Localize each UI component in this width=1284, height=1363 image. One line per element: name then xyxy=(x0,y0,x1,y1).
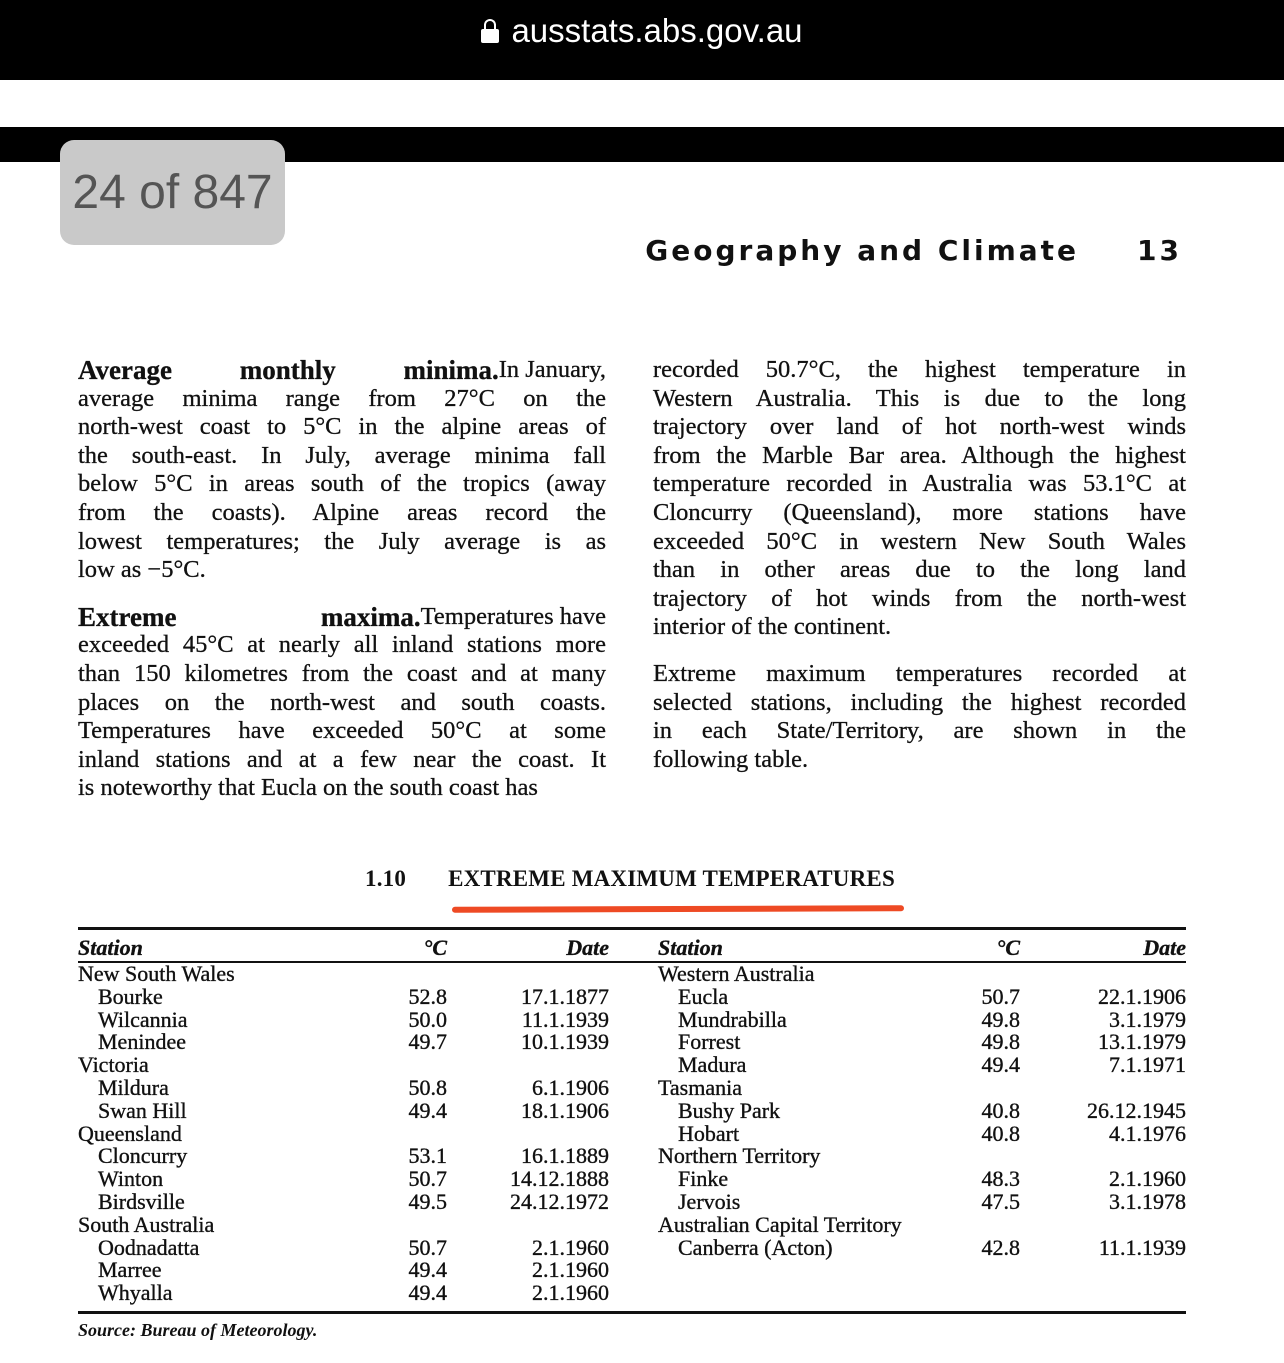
record-date: 13.1.1979 xyxy=(1098,1029,1186,1055)
text-line: trajectory of hot winds from the north-west xyxy=(653,584,1186,612)
record-date: 16.1.1889 xyxy=(521,1143,609,1169)
record-date: 26.12.1945 xyxy=(1087,1097,1186,1123)
region-row xyxy=(78,963,609,986)
table-row xyxy=(658,1009,1186,1032)
browser-address-bar xyxy=(0,0,1284,80)
station-name: Menindee xyxy=(98,1029,186,1055)
station-name: Wilcannia xyxy=(98,1006,188,1032)
temperature-value: 42.8 xyxy=(981,1234,1020,1260)
paragraph xyxy=(653,356,1186,642)
temperature-value: 49.4 xyxy=(981,1052,1020,1078)
region-name: Tasmania xyxy=(658,1074,742,1100)
temperature-value: 40.8 xyxy=(981,1120,1020,1146)
left-text-column xyxy=(78,356,606,821)
station-name: Canberra (Acton) xyxy=(678,1234,833,1260)
record-date: 11.1.1939 xyxy=(521,1006,609,1032)
temp-header: °C xyxy=(423,934,447,960)
running-head xyxy=(645,234,1182,267)
record-date: 3.1.1979 xyxy=(1109,1006,1186,1032)
station-name: Marree xyxy=(98,1257,162,1283)
table-row xyxy=(78,1009,609,1032)
url-display[interactable] xyxy=(0,12,1284,50)
running-head-title: Geography and Climate xyxy=(645,234,1080,267)
station-header: Station xyxy=(658,934,723,960)
paragraph-heading: Extreme maxima. xyxy=(78,601,421,632)
station-name: Finke xyxy=(678,1166,729,1192)
record-date: 18.1.1906 xyxy=(521,1097,609,1123)
text-line: inland stations and at a few near the coast. It xyxy=(78,745,606,773)
record-date: 2.1.1960 xyxy=(1109,1166,1186,1192)
temp-header: °C xyxy=(996,934,1020,960)
record-date: 4.1.1976 xyxy=(1109,1120,1186,1146)
temperature-value: 40.8 xyxy=(981,1097,1020,1123)
table-row xyxy=(78,1168,609,1191)
table-source-note: Source: Bureau of Meteorology. xyxy=(78,1320,318,1340)
table-row xyxy=(658,1031,1186,1054)
record-date: 10.1.1939 xyxy=(521,1029,609,1055)
text-run: In January, xyxy=(498,356,606,383)
record-date: 17.1.1877 xyxy=(521,983,609,1009)
record-date: 3.1.1978 xyxy=(1109,1188,1186,1214)
right-text-column xyxy=(653,356,1186,792)
station-header: Station xyxy=(78,934,143,960)
text-line: recorded 50.7°C, the highest temperature in xyxy=(653,356,1186,383)
table-caption xyxy=(365,866,895,892)
temperature-value: 52.8 xyxy=(408,983,447,1009)
temperature-value: 50.7 xyxy=(981,983,1020,1009)
station-name: Mildura xyxy=(98,1074,169,1100)
table-row xyxy=(658,986,1186,1009)
text-line: below 5°C in areas south of the tropics (away xyxy=(78,470,606,498)
region-name: Queensland xyxy=(78,1120,182,1146)
region-row xyxy=(78,1123,609,1146)
table-row xyxy=(78,1077,609,1100)
table-row xyxy=(658,1100,1186,1123)
station-name: Oodnadatta xyxy=(98,1234,200,1260)
table-row xyxy=(658,1237,1186,1260)
station-name: Forrest xyxy=(678,1029,741,1055)
record-date: 6.1.1906 xyxy=(532,1074,609,1100)
text-line: interior of the continent. xyxy=(653,613,892,641)
text-line: places on the north-west and south coasts. xyxy=(78,688,606,716)
url-text: ausstats.abs.gov.au xyxy=(511,12,803,49)
text-line: exceeded 50°C in western New South Wales xyxy=(653,527,1186,555)
text-line: the south-east. In July, average minima fall xyxy=(78,441,606,469)
text-line: exceeded 45°C at nearly all inland stations more xyxy=(78,631,606,659)
page-number: 13 xyxy=(1137,234,1182,267)
region-name: Victoria xyxy=(78,1052,149,1078)
region-row xyxy=(78,1214,609,1237)
station-name: Hobart xyxy=(678,1120,740,1146)
paragraph-heading: Average monthly minima. xyxy=(78,355,499,385)
record-date: 2.1.1960 xyxy=(532,1257,609,1283)
table-row xyxy=(78,1282,609,1305)
temperature-value: 48.3 xyxy=(981,1166,1020,1192)
table-row xyxy=(658,1054,1186,1077)
text-line: lowest temperatures; the July average is as xyxy=(78,527,606,555)
region-row xyxy=(658,963,1186,986)
text-line: selected stations, including the highest recorded xyxy=(653,688,1186,716)
region-name: Northern Territory xyxy=(658,1143,821,1169)
text-line: in each State/Territory, are shown in the xyxy=(653,717,1186,745)
text-line: Temperatures have exceeded 50°C at some xyxy=(78,717,606,745)
region-name: South Australia xyxy=(78,1211,215,1237)
text-line: Extreme maximum temperatures recorded at xyxy=(653,659,1186,687)
text-line: is noteworthy that Eucla on the south coast has xyxy=(78,774,538,802)
region-name: Australian Capital Territory xyxy=(658,1211,902,1237)
table-header-row xyxy=(78,933,609,963)
temperature-value: 49.4 xyxy=(408,1280,447,1306)
text-line: than 150 kilometres from the coast and at many xyxy=(78,659,606,687)
text-line xyxy=(78,356,606,385)
station-name: Birdsville xyxy=(98,1188,185,1214)
station-name: Mundrabilla xyxy=(678,1006,787,1032)
region-row xyxy=(78,1054,609,1077)
station-name: Cloncurry xyxy=(98,1143,188,1169)
record-date: 14.12.1888 xyxy=(510,1166,609,1192)
station-name: Winton xyxy=(98,1166,164,1192)
paragraph xyxy=(653,660,1186,774)
text-line: low as −5°C. xyxy=(78,556,206,584)
text-line: temperature recorded in Australia was 53.1°C at xyxy=(653,470,1186,498)
table-bottom-rule xyxy=(78,1311,1186,1314)
red-underline-annotation xyxy=(452,905,904,913)
text-line: from the Marble Bar area. Although the highest xyxy=(653,441,1186,469)
paragraph xyxy=(78,603,606,803)
text-line: average minima range from 27°C on the xyxy=(78,384,606,412)
table-row xyxy=(78,1259,609,1282)
temperature-value: 50.7 xyxy=(408,1166,447,1192)
record-date: 24.12.1972 xyxy=(510,1188,609,1214)
paragraph xyxy=(78,356,606,585)
station-name: Jervois xyxy=(678,1188,741,1214)
text-line: Western Australia. This is due to the long xyxy=(653,384,1186,412)
station-name: Bushy Park xyxy=(678,1097,781,1123)
text-line: from the coasts). Alpine areas record the xyxy=(78,498,606,526)
table-row xyxy=(78,1145,609,1168)
date-header: Date xyxy=(566,934,609,960)
record-date: 2.1.1960 xyxy=(532,1280,609,1306)
table-row xyxy=(78,1031,609,1054)
page-counter-badge: 24 of 847 xyxy=(60,140,285,245)
station-name: Bourke xyxy=(98,983,163,1009)
station-name: Madura xyxy=(678,1052,747,1078)
text-run: Temperatures have xyxy=(420,602,606,630)
record-date: 7.1.1971 xyxy=(1109,1052,1186,1078)
region-name: Western Australia xyxy=(658,961,815,986)
text-line: following table. xyxy=(653,745,809,773)
table-header-row xyxy=(658,933,1186,963)
table-number: 1.10 xyxy=(365,866,407,891)
table-row xyxy=(658,1191,1186,1214)
text-line: Cloncurry (Queensland), more stations have xyxy=(653,498,1186,526)
table-row xyxy=(658,1123,1186,1146)
station-name: Eucla xyxy=(678,983,729,1009)
text-line: trajectory over land of hot north-west winds xyxy=(653,413,1186,441)
table-top-rule xyxy=(78,927,1186,930)
table-row xyxy=(78,1100,609,1123)
region-name: New South Wales xyxy=(78,961,235,986)
temperature-table-left xyxy=(78,933,609,1305)
text-line xyxy=(78,603,606,632)
station-name: Whyalla xyxy=(98,1280,173,1306)
lock-icon xyxy=(481,29,499,43)
text-line: north-west coast to 5°C in the alpine areas of xyxy=(78,413,606,441)
temperature-value: 49.4 xyxy=(408,1257,447,1283)
record-date: 22.1.1906 xyxy=(1098,983,1186,1009)
temperature-table-right xyxy=(658,933,1186,1259)
temperature-value: 53.1 xyxy=(408,1143,447,1169)
table-row xyxy=(78,986,609,1009)
text-line: than in other areas due to the long land xyxy=(653,556,1186,584)
temperature-value: 50.8 xyxy=(408,1074,447,1100)
temperature-value: 49.8 xyxy=(981,1029,1020,1055)
table-row xyxy=(78,1191,609,1214)
table-title: EXTREME MAXIMUM TEMPERATURES xyxy=(448,866,895,891)
temperature-value: 50.7 xyxy=(408,1234,447,1260)
station-name: Swan Hill xyxy=(98,1097,187,1123)
record-date: 11.1.1939 xyxy=(1098,1234,1186,1260)
table-row xyxy=(78,1237,609,1260)
temperature-value: 49.4 xyxy=(408,1097,447,1123)
temperature-value: 49.7 xyxy=(408,1029,447,1055)
date-header: Date xyxy=(1143,934,1186,960)
region-row xyxy=(658,1214,1186,1237)
temperature-value: 47.5 xyxy=(981,1188,1020,1214)
record-date: 2.1.1960 xyxy=(532,1234,609,1260)
temperature-value: 50.0 xyxy=(408,1006,447,1032)
temperature-value: 49.8 xyxy=(981,1006,1020,1032)
region-row xyxy=(658,1077,1186,1100)
table-row xyxy=(658,1168,1186,1191)
region-row xyxy=(658,1145,1186,1168)
temperature-value: 49.5 xyxy=(408,1188,447,1214)
